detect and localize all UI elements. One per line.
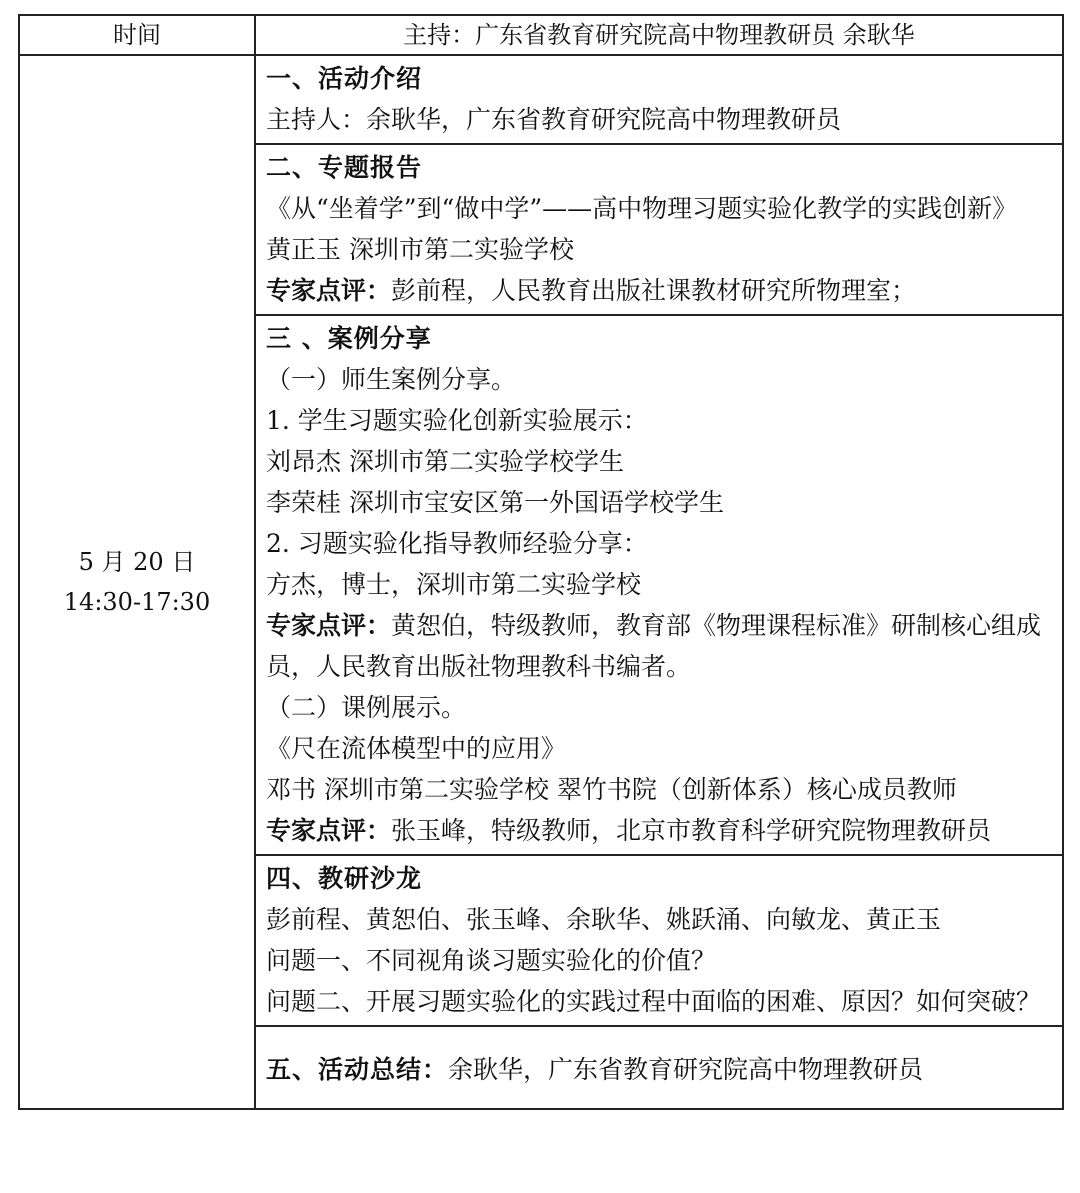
host-header: 主持：广东省教育研究院高中物理教研员 余耿华 bbox=[255, 15, 1063, 55]
section-4-title: 四、教研沙龙 bbox=[266, 864, 423, 893]
comment-label: 专家点评： bbox=[266, 816, 392, 845]
comment-text: 张玉峰，特级教师，北京市教育科学研究院物理教研员 bbox=[391, 816, 992, 845]
event-date: 5 月 20 日 bbox=[78, 548, 196, 576]
section-4 bbox=[255, 855, 1063, 1026]
section-1 bbox=[255, 55, 1063, 144]
event-time: 14:30-17:30 bbox=[63, 588, 211, 616]
report-title: 《从“坐着学”到“做中学”——高中物理习题实验化教学的实践创新》 bbox=[266, 194, 1018, 223]
salon-question-2: 问题二、开展习题实验化的实践过程中面临的困难、原因？如何突破？ bbox=[266, 987, 1042, 1016]
case-comment-2 bbox=[266, 810, 1054, 851]
section-row-1 bbox=[19, 55, 1063, 144]
report-comment bbox=[266, 270, 1054, 311]
time-header: 时间 bbox=[19, 15, 255, 55]
section-1-host: 主持人：余耿华，广东省教育研究院高中物理教研员 bbox=[266, 105, 842, 134]
comment-label: 专家点评： bbox=[266, 611, 392, 640]
comment-label: 专家点评： bbox=[266, 276, 392, 305]
comment-text: 黄恕伯，特级教师，教育部《物理课程标准》研制核心组成员，人民教育出版社物理教科书编者。 bbox=[266, 611, 1042, 681]
case-sub-1: （一）师生案例分享。 bbox=[266, 365, 517, 394]
salon-people: 彭前程、黄恕伯、张玉峰、余耿华、姚跃涌、向敏龙、黄正玉 bbox=[266, 905, 942, 934]
report-speaker: 黄正玉 深圳市第二实验学校 bbox=[266, 235, 574, 264]
comment-text: 彭前程，人民教育出版社课教材研究所物理室； bbox=[391, 276, 917, 305]
section-1-title: 一、活动介绍 bbox=[266, 64, 423, 93]
section-3-title: 三 、案例分享 bbox=[266, 324, 432, 353]
case-sub-2: （二）课例展示。 bbox=[266, 693, 467, 722]
student-1: 刘昂杰 深圳市第二实验学校学生 bbox=[266, 447, 624, 476]
section-5-title: 五、活动总结： bbox=[266, 1055, 449, 1084]
case-item-1: 1. 学生习题实验化创新实验展示： bbox=[266, 406, 648, 435]
section-3 bbox=[255, 315, 1063, 855]
summary-text: 余耿华，广东省教育研究院高中物理教研员 bbox=[448, 1055, 924, 1084]
case-comment-1 bbox=[266, 605, 1054, 687]
lesson-teacher: 邓书 深圳市第二实验学校 翠竹书院（创新体系）核心成员教师 bbox=[266, 775, 957, 804]
salon-question-1: 问题一、不同视角谈习题实验化的价值？ bbox=[266, 946, 717, 975]
lesson-title: 《尺在流体模型中的应用》 bbox=[266, 734, 567, 763]
section-2 bbox=[255, 144, 1063, 315]
section-5 bbox=[255, 1026, 1063, 1109]
time-cell bbox=[19, 55, 255, 1109]
case-item-2: 2. 习题实验化指导教师经验分享： bbox=[266, 529, 648, 558]
schedule-table bbox=[18, 14, 1064, 1110]
header-row bbox=[19, 15, 1063, 55]
teacher: 方杰，博士，深圳市第二实验学校 bbox=[266, 570, 642, 599]
summary-line bbox=[266, 1049, 1054, 1090]
section-2-title: 二、专题报告 bbox=[266, 153, 423, 182]
student-2: 李荣桂 深圳市宝安区第一外国语学校学生 bbox=[266, 488, 724, 517]
